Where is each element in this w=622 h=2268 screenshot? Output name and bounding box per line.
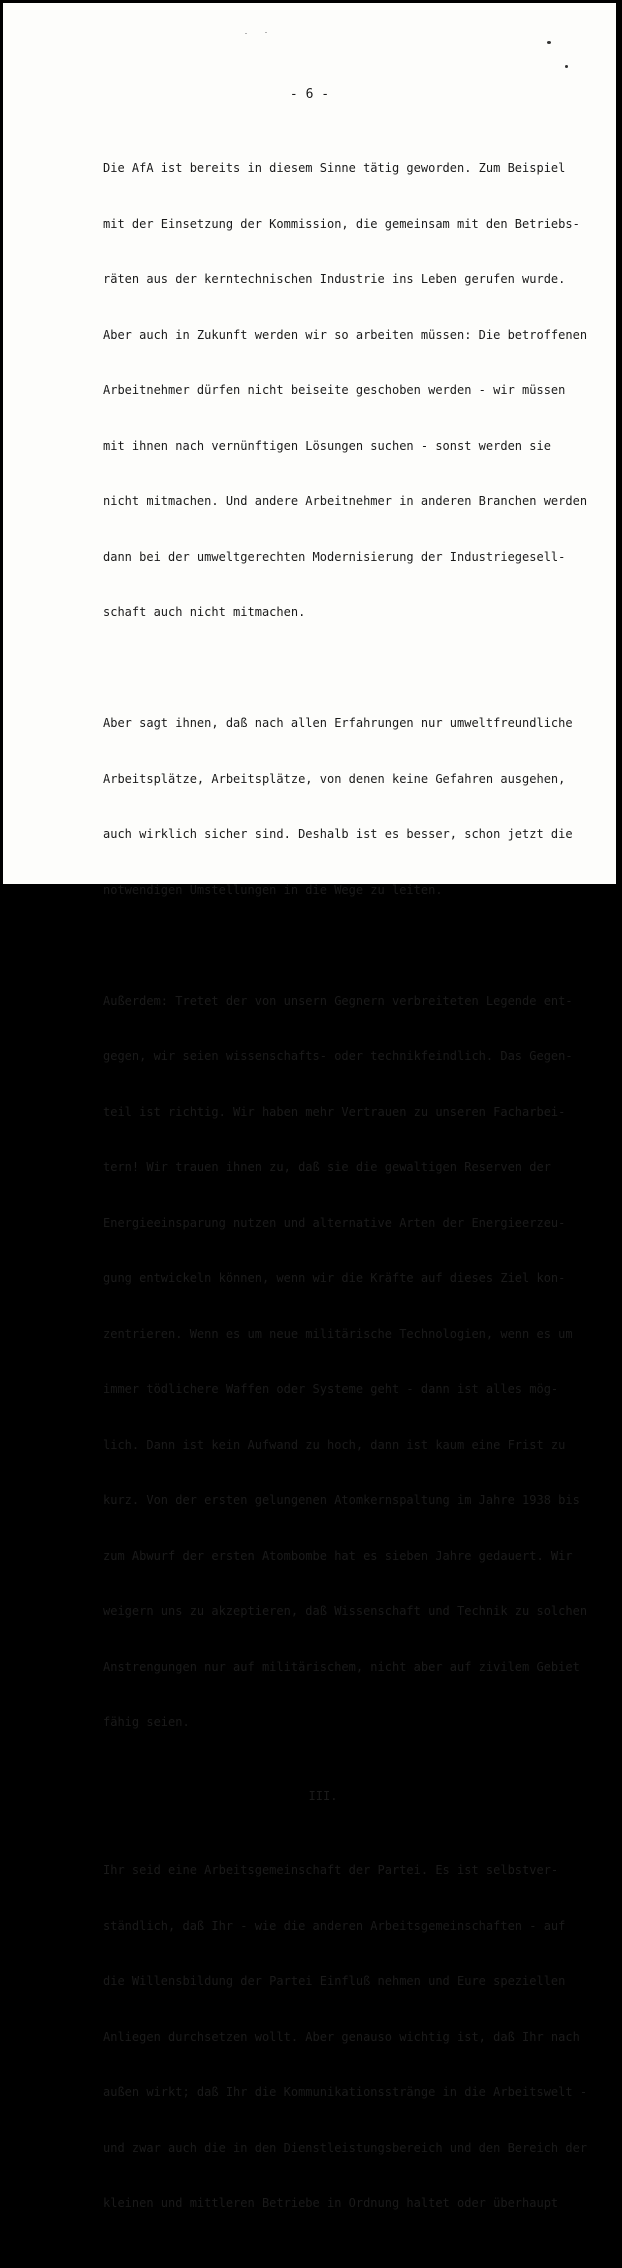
text-line: mit der Einsetzung der Kommission, die gemeinsam mit den Betriebs- (103, 216, 580, 231)
text-line: zentrieren. Wenn es um neue militärische Technologien, wenn es um (103, 1326, 573, 1341)
text-line: teil ist richtig. Wir haben mehr Vertrauen zu unseren Facharbei- (103, 1104, 566, 1119)
text-line: dann bei der umweltgerechten Modernisierung der Industriegesell- (103, 549, 566, 564)
text-line: kleinen und mittleren Betriebe in Ordnung haltet oder überhaupt (103, 2196, 559, 2210)
text-line: Aber auch in Zukunft werden wir so arbeiten müssen: Die betroffenen (103, 327, 588, 342)
scan-speck (565, 65, 568, 68)
paragraph-4 (103, 1824, 588, 2250)
page-number: - 6 - (289, 87, 330, 102)
section-heading: III. (308, 1789, 338, 1803)
text-line: zum Abwurf der ersten Atombombe hat es sieben Jahre gedauert. Wir (103, 1548, 573, 1563)
text-line: auch wirklich sicher sind. Deshalb ist es besser, schon jetzt die (103, 827, 573, 841)
text-line: Arbeitnehmer dürfen nicht beiseite geschoben werden - wir müssen (103, 383, 566, 397)
text-line: gung entwickeln können, wenn wir die Kräfte auf dieses Ziel kon- (103, 1271, 566, 1285)
scan-speck (265, 32, 267, 33)
text-line: notwendigen Umstellungen in die Wege zu leiten. (103, 882, 443, 897)
text-line: Aber sagt ihnen, daß nach allen Erfahrungen nur umweltfreundliche (103, 716, 573, 730)
scan-speck (547, 41, 551, 44)
text-line: tern! Wir trauen ihnen zu, daß sie die gewaltigen Reserven der (103, 1160, 551, 1174)
text-line: Energieeinsparung nutzen und alternative Arten der Energieerzeu- (103, 1215, 566, 1230)
paragraph-3 (103, 955, 588, 1769)
text-line: lich. Dann ist kein Aufwand zu hoch, dann ist kaum eine Frist zu (103, 1437, 566, 1452)
text-line: mit ihnen nach vernünftigen Lösungen suchen - sonst werden sie (103, 438, 551, 453)
scan-speck (245, 33, 247, 34)
text-line: Anliegen durchsetzen wollt. Aber genauso wichtig ist, daß Ihr nach (103, 2029, 580, 2044)
text-line: Arbeitsplätze, Arbeitsplätze, von denen keine Gefahren ausgehen, (103, 771, 566, 786)
text-line: Die AfA ist bereits in diesem Sinne tätig geworden. Zum Beispiel (103, 161, 566, 175)
text-line: Ihr seid eine Arbeitsgemeinschaft der Partei. Es ist selbstver- (103, 1863, 559, 1877)
text-line: fähig seien. (103, 1715, 190, 1729)
text-line: immer tödlichere Waffen oder Systeme geht - dann ist alles mög- (103, 1382, 559, 1396)
paragraph-2 (103, 677, 573, 936)
text-line: Außerdem: Tretet der von unsern Gegnern verbreiteten Legende ent- (103, 993, 573, 1008)
text-line: gegen, wir seien wissenschafts- oder technikfeindlich. Das Gegen- (103, 1049, 573, 1063)
text-line: die Willensbildung der Partei Einfluß nehmen und Eure speziellen (103, 1974, 566, 1988)
text-line: räten aus der kerntechnischen Industrie ins Leben gerufen wurde. (103, 272, 566, 286)
text-line: kurz. Von der ersten gelungenen Atomkernspaltung im Jahre 1938 bis (103, 1493, 580, 1507)
text-line: und zwar auch die in den Dienstleistungsbereich und den Bereich der (103, 2140, 588, 2155)
text-line: ständlich, daß Ihr - wie die anderen Arbeitsgemeinschaften - auf (103, 1918, 566, 1933)
document-page (3, 3, 616, 2210)
text-line: weigern uns zu akzeptieren, daß Wissenschaft und Technik zu solchen (103, 1604, 588, 1618)
text-line: Anstrengungen nur auf militärischem, nicht aber auf zivilem Gebiet (103, 1659, 580, 1674)
text-line: schaft auch nicht mitmachen. (103, 605, 306, 619)
text-line: nicht mitmachen. Und andere Arbeitnehmer in anderen Branchen werden (103, 494, 588, 508)
text-line: außen wirkt; daß Ihr die Kommunikationsstränge in die Arbeitswelt - (103, 2085, 588, 2099)
document-body (103, 122, 588, 2268)
paragraph-1 (103, 122, 588, 659)
